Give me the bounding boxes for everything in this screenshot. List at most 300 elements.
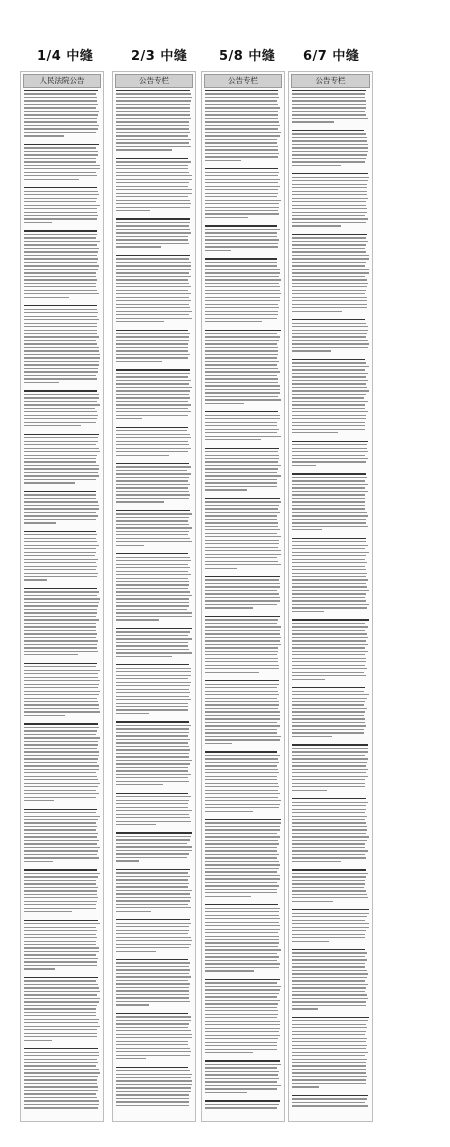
text-line xyxy=(205,811,253,812)
text-line xyxy=(205,269,280,270)
text-line xyxy=(292,369,365,370)
text-line xyxy=(24,132,96,133)
text-line xyxy=(292,576,366,577)
text-line xyxy=(116,824,156,825)
text-line xyxy=(205,1021,280,1022)
text-line xyxy=(24,151,98,152)
text-line xyxy=(116,279,188,280)
text-line xyxy=(292,637,368,638)
text-line xyxy=(24,555,95,556)
text-line xyxy=(292,987,366,988)
text-line xyxy=(292,966,365,967)
text-line xyxy=(292,715,364,716)
text-line xyxy=(205,967,279,968)
text-line xyxy=(24,857,99,858)
text-line xyxy=(116,584,189,585)
text-line xyxy=(116,373,190,374)
text-line xyxy=(24,1052,99,1053)
text-line xyxy=(24,179,79,180)
text-line xyxy=(205,586,280,587)
text-line xyxy=(116,574,191,575)
text-line xyxy=(116,770,188,771)
text-line xyxy=(292,790,327,791)
text-line xyxy=(205,243,278,244)
text-line xyxy=(292,191,367,192)
text-line xyxy=(205,153,279,154)
text-line xyxy=(116,125,189,126)
text-line xyxy=(24,552,96,553)
text-line xyxy=(205,989,280,990)
text-line xyxy=(24,612,97,613)
text-line xyxy=(292,579,368,580)
text-line xyxy=(116,557,190,558)
column-text-body xyxy=(205,90,281,1118)
text-line xyxy=(116,340,189,341)
text-line xyxy=(205,986,281,987)
text-line xyxy=(24,425,81,426)
text-line xyxy=(24,654,78,655)
text-line xyxy=(292,541,366,542)
text-line xyxy=(205,90,278,91)
text-line xyxy=(116,93,191,94)
text-line xyxy=(292,732,364,733)
text-line xyxy=(292,130,364,131)
text-line xyxy=(205,368,278,369)
text-line xyxy=(24,248,99,249)
text-line xyxy=(205,418,280,419)
text-line xyxy=(24,107,96,108)
text-line xyxy=(116,1020,191,1021)
text-line xyxy=(205,403,244,404)
text-line xyxy=(116,612,192,613)
text-line xyxy=(24,422,96,423)
column-text-body xyxy=(292,90,369,1118)
text-line xyxy=(205,1042,277,1043)
text-line xyxy=(116,951,156,952)
text-line xyxy=(292,762,367,763)
text-line xyxy=(292,748,368,749)
text-line xyxy=(205,982,277,983)
text-line xyxy=(24,591,99,592)
text-line xyxy=(205,732,277,733)
text-line xyxy=(292,661,366,662)
text-line xyxy=(292,458,368,459)
text-line xyxy=(116,671,191,672)
text-line xyxy=(24,772,96,773)
text-line xyxy=(205,498,280,499)
text-line xyxy=(292,937,365,938)
text-line xyxy=(24,640,98,641)
text-line xyxy=(116,182,189,183)
text-line xyxy=(292,237,366,238)
text-line xyxy=(205,807,279,808)
text-line xyxy=(116,350,188,351)
text-line xyxy=(205,600,280,601)
text-line xyxy=(116,297,189,298)
text-line xyxy=(292,772,366,773)
text-line xyxy=(205,336,280,337)
text-line xyxy=(24,588,97,589)
text-line xyxy=(116,455,169,456)
text-line xyxy=(24,651,98,652)
text-line xyxy=(205,475,281,476)
text-line xyxy=(24,883,96,884)
text-line xyxy=(116,1055,190,1056)
text-line xyxy=(292,187,367,188)
text-line xyxy=(205,704,279,705)
text-line xyxy=(24,869,97,870)
text-line xyxy=(292,484,368,485)
text-line xyxy=(116,175,192,176)
text-line xyxy=(205,623,277,624)
text-line xyxy=(116,357,188,358)
text-line xyxy=(24,290,97,291)
text-line xyxy=(292,451,368,452)
text-line xyxy=(116,1037,192,1038)
text-line xyxy=(24,576,97,577)
text-line xyxy=(116,923,191,924)
text-line xyxy=(116,501,164,502)
text-line xyxy=(116,470,187,471)
text-line xyxy=(205,979,280,980)
text-line xyxy=(205,915,279,916)
text-line xyxy=(205,422,277,423)
text-line xyxy=(116,969,190,970)
text-line xyxy=(292,583,366,584)
text-line xyxy=(116,243,189,244)
text-line xyxy=(116,553,188,554)
text-line xyxy=(116,564,188,565)
text-line xyxy=(205,836,280,837)
text-line xyxy=(205,146,278,147)
text-line xyxy=(292,184,367,185)
text-line xyxy=(205,1052,253,1053)
text-line xyxy=(116,255,190,256)
text-line xyxy=(292,633,367,634)
text-line xyxy=(24,293,99,294)
text-line xyxy=(116,401,188,402)
text-line xyxy=(292,1086,319,1087)
text-line xyxy=(24,980,96,981)
text-line xyxy=(205,840,278,841)
text-line xyxy=(116,258,189,259)
text-line xyxy=(205,382,278,383)
text-line xyxy=(292,1034,365,1035)
text-line xyxy=(116,1034,192,1035)
text-line xyxy=(116,940,192,941)
text-line xyxy=(205,949,281,950)
text-line xyxy=(292,480,365,481)
text-line xyxy=(116,1074,192,1075)
text-line xyxy=(24,451,100,452)
text-line xyxy=(116,696,189,697)
text-line xyxy=(205,564,281,565)
text-line xyxy=(24,715,65,716)
text-line xyxy=(205,630,280,631)
text-line xyxy=(205,371,280,372)
text-line xyxy=(292,901,333,902)
text-line xyxy=(205,892,277,893)
text-line xyxy=(292,1098,367,1099)
text-line xyxy=(205,1028,280,1029)
text-line xyxy=(24,741,98,742)
text-line xyxy=(205,97,279,98)
text-line xyxy=(205,942,279,943)
text-line xyxy=(292,147,368,148)
text-line xyxy=(24,125,99,126)
text-line xyxy=(292,1105,368,1106)
text-line xyxy=(116,336,189,337)
text-line xyxy=(205,472,277,473)
text-line xyxy=(205,432,277,433)
text-line xyxy=(205,189,278,190)
text-line xyxy=(116,314,189,315)
text-line xyxy=(205,1104,279,1105)
text-line xyxy=(116,524,189,525)
text-line xyxy=(116,843,187,844)
text-line xyxy=(205,239,279,240)
text-line xyxy=(292,623,365,624)
text-line xyxy=(205,203,279,204)
text-line xyxy=(205,361,279,362)
text-line xyxy=(292,1020,368,1021)
text-line xyxy=(116,980,188,981)
text-line xyxy=(24,1076,98,1077)
text-line xyxy=(292,1041,366,1042)
text-line xyxy=(205,711,280,712)
text-line xyxy=(292,201,366,202)
text-line xyxy=(24,198,97,199)
text-line xyxy=(292,916,367,917)
text-line xyxy=(116,973,189,974)
text-line xyxy=(24,100,97,101)
text-line xyxy=(116,304,189,305)
text-line xyxy=(205,207,279,208)
text-line xyxy=(292,573,367,574)
text-line xyxy=(24,161,96,162)
text-line xyxy=(116,239,188,240)
text-line xyxy=(205,875,280,876)
text-line xyxy=(24,727,99,728)
text-line xyxy=(116,307,190,308)
text-line xyxy=(116,709,188,710)
text-line xyxy=(24,809,97,810)
text-line xyxy=(116,1077,191,1078)
text-line xyxy=(292,276,365,277)
text-line xyxy=(205,111,278,112)
text-line xyxy=(205,229,280,230)
text-line xyxy=(292,758,368,759)
text-line xyxy=(116,839,190,840)
text-line xyxy=(292,829,367,830)
text-line xyxy=(116,1070,190,1071)
text-line xyxy=(205,772,279,773)
text-line xyxy=(24,244,97,245)
text-line xyxy=(292,711,365,712)
text-line xyxy=(24,786,98,787)
text-line xyxy=(116,578,188,579)
text-line xyxy=(24,230,97,231)
text-line xyxy=(205,448,279,449)
text-line xyxy=(24,944,96,945)
text-line xyxy=(24,1055,99,1056)
text-line xyxy=(205,357,277,358)
text-line xyxy=(24,364,99,365)
text-line xyxy=(205,533,277,534)
text-line xyxy=(205,512,280,513)
text-line xyxy=(116,135,188,136)
text-line xyxy=(24,1104,99,1105)
text-line xyxy=(205,139,277,140)
text-line xyxy=(116,635,188,636)
text-line xyxy=(116,189,192,190)
text-line xyxy=(116,161,191,162)
text-line xyxy=(116,911,151,912)
text-line xyxy=(116,598,189,599)
text-line xyxy=(205,993,279,994)
text-line xyxy=(116,531,189,532)
text-line xyxy=(24,333,97,334)
text-line xyxy=(205,529,280,530)
text-line xyxy=(292,151,368,152)
text-line xyxy=(205,482,277,483)
text-line xyxy=(205,755,280,756)
text-line xyxy=(24,258,98,259)
text-line xyxy=(116,222,190,223)
text-line xyxy=(24,897,98,898)
text-line xyxy=(205,304,278,305)
text-line xyxy=(24,97,97,98)
text-line xyxy=(205,132,281,133)
text-line xyxy=(24,961,97,962)
text-line xyxy=(292,255,369,256)
text-line xyxy=(24,265,99,266)
text-line xyxy=(205,829,280,830)
text-line xyxy=(292,854,365,855)
text-line xyxy=(205,847,277,848)
text-line xyxy=(292,941,329,942)
text-line xyxy=(292,104,366,105)
text-line xyxy=(292,1005,366,1006)
text-line xyxy=(24,397,99,398)
text-line xyxy=(205,128,278,129)
text-line xyxy=(205,522,278,523)
text-line xyxy=(205,193,278,194)
text-line xyxy=(116,817,190,818)
text-line xyxy=(24,937,97,938)
text-line xyxy=(205,439,261,440)
text-line xyxy=(24,461,96,462)
text-line xyxy=(24,704,99,705)
text-line xyxy=(292,350,331,351)
text-line xyxy=(292,718,365,719)
text-line xyxy=(205,286,280,287)
text-line xyxy=(292,672,364,673)
text-line xyxy=(24,941,96,942)
text-line xyxy=(116,441,188,442)
text-line xyxy=(116,668,191,669)
text-line xyxy=(116,619,159,620)
text-line xyxy=(205,963,280,964)
text-line xyxy=(292,744,368,745)
text-line xyxy=(116,1013,188,1014)
text-line xyxy=(24,819,98,820)
text-line xyxy=(205,607,253,608)
text-line xyxy=(24,1090,98,1091)
text-line xyxy=(205,508,278,509)
text-line xyxy=(116,990,189,991)
text-line xyxy=(24,595,97,596)
text-line xyxy=(116,846,192,847)
text-line xyxy=(24,390,97,391)
text-line xyxy=(205,762,279,763)
text-line xyxy=(24,730,97,731)
text-line xyxy=(116,1048,190,1049)
text-line xyxy=(205,1071,279,1072)
text-line xyxy=(292,952,367,953)
text-line xyxy=(292,140,367,141)
text-line xyxy=(24,822,96,823)
text-line xyxy=(292,640,366,641)
text-line xyxy=(292,630,365,631)
text-line xyxy=(24,218,97,219)
text-line xyxy=(292,491,368,492)
text-line xyxy=(116,857,187,858)
text-line xyxy=(24,340,96,341)
text-line xyxy=(205,701,279,702)
text-line xyxy=(116,1101,189,1102)
text-line xyxy=(116,926,189,927)
text-line xyxy=(292,448,367,449)
text-line xyxy=(205,196,277,197)
text-line xyxy=(24,951,99,952)
text-line xyxy=(24,512,96,513)
text-line xyxy=(24,121,97,122)
text-line xyxy=(116,418,142,419)
text-line xyxy=(116,807,188,808)
text-line xyxy=(24,769,99,770)
text-line xyxy=(292,593,366,594)
text-line xyxy=(292,366,369,367)
text-line xyxy=(24,297,69,298)
text-line xyxy=(116,560,191,561)
text-line xyxy=(205,1092,247,1093)
text-line xyxy=(292,1083,366,1084)
text-line xyxy=(292,816,367,817)
text-line xyxy=(24,968,55,969)
text-line xyxy=(24,411,97,412)
text-line xyxy=(24,312,98,313)
text-line xyxy=(116,451,188,452)
text-line xyxy=(24,434,99,435)
text-line xyxy=(116,104,190,105)
text-line xyxy=(24,255,97,256)
text-line xyxy=(116,997,189,998)
text-line xyxy=(24,1079,97,1080)
text-line xyxy=(205,125,280,126)
text-line xyxy=(205,779,277,780)
text-line xyxy=(292,222,366,223)
text-line xyxy=(292,897,368,898)
text-line xyxy=(24,698,97,699)
text-line xyxy=(205,160,241,161)
text-line xyxy=(292,687,365,688)
text-line xyxy=(24,691,100,692)
text-line xyxy=(116,756,189,757)
text-line xyxy=(292,97,365,98)
text-line xyxy=(292,180,368,181)
text-line xyxy=(205,871,277,872)
